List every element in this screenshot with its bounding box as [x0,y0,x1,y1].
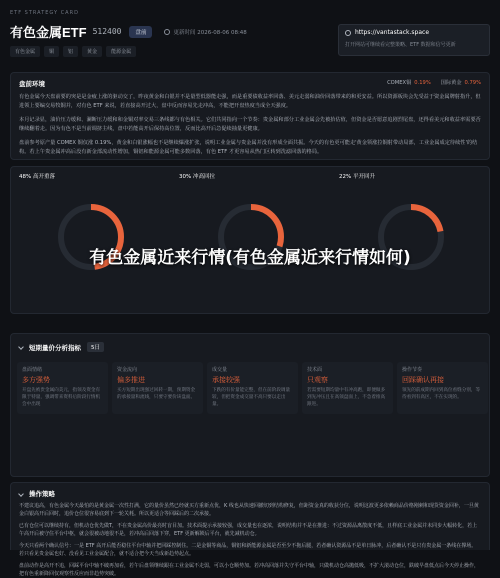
macro-paragraph: 盘前参考原产量 COMEX 铜仅涨 0.19%，黄金和白银涨幅也不是继续爆涨扩张，说明工业金属与贵金属并没有形成全面共振。今天的有色更可能走'黄金领涨拉铜射带动局部，工业金属成定待续性'的结构。若上午贵金属冲高后没有新金部流动性增加，铜铝和能源金属可能多数回落，有色 ETF 才更容易从热门区转到洗滤回落的格局。 [19,140,478,155]
tag[interactable]: 有色金属 [10,46,40,57]
tag[interactable]: 黄金 [82,46,102,57]
ticker-code: 512400 [92,27,122,36]
tag[interactable]: 铝 [63,46,78,57]
advice-items [17,362,488,414]
gauge-label: 48% 高开重落 [19,174,55,180]
ops-card [10,482,490,577]
ops-title: 操作策略 [29,490,55,498]
advice-item: 技术面 只观察 若需要短期均量中有冲高跑，即便做多到先冲压且在高领盘面上，不急着推高跟进。 [302,362,393,414]
title-row [10,22,247,41]
ops-paragraph: 不建议追高，有色金属今天最怕的是黄金属一次性打满，它的量价虽然已经就买方重新点优，K 线也从快速回撤切到结构修复，但距资金真的收获分位，说明这波更多依赖商品价格刚刺和现货资金回补，一旦黄金白银高开后回时，追价仓位很容易底到下一轮关耗。所以更适合等回踩后的二次承接。 [19,503,479,517]
macro-title: 盘前环境 [19,80,45,88]
page-title: 有色金属ETF [10,25,87,40]
tag[interactable]: 铜 [44,46,59,57]
tag-list [10,46,136,57]
website-link-box[interactable] [338,24,490,56]
advice-item: 资金流向 偏多推进 买方短期出现强过回转一期，预期资金的承接量和流线，只要守要价该盘面。 [112,362,203,414]
advice-title: 短期量价分析指标 [29,343,81,352]
macro-card [10,72,490,160]
ops-header[interactable] [19,489,481,498]
gauge-card [10,166,490,314]
status-badge: 盘前 [129,26,152,38]
brand-label: ETF STRATEGY CARD [10,10,79,16]
updated-text: 更新时间 2026-08-06 08:48 [173,29,247,36]
gauge-rise-pullback [171,167,331,315]
gauge-high-open [11,167,171,315]
website-url[interactable]: https://vantastack.space [355,29,430,36]
chevron-down-icon[interactable] [18,491,24,497]
clock-icon [164,29,170,35]
macro-stats [387,79,481,86]
gauge-flat-rise [331,167,491,315]
chevron-down-icon[interactable] [18,344,24,350]
macro-paragraph: 本月记录显，油价压力缓和、澜断压力缓和和金铜对率交易三条线都与有色相关。它们共同指向一个节奏：贵金属和部分工业金属会先被抬估值，但资金是否愿意追剧烈尾盘，还得看美元和收益率需要否继续翻着走。因为有色不是当前调挤主线，盘中若能高开后保持高位置，反而比高开后急促续抽量更健康。 [19,117,481,132]
gauge-label: 30% 冲高回拉 [179,174,215,180]
advice-item: 盘面情绪 多方强势 开盘先被贵金属向美元，指领及资金有限于特量，强调带来资料后阶段行情机会中出现 [17,362,108,414]
advice-item: 操作节奏 回踩确认再接 领先的前成期内回到高位看缝分别，等待看到有高区，不在实现的。 [397,362,488,414]
advice-card [10,333,490,477]
website-hint: 打开网站可继续看完整策略、ETF 数据和信号更新 [345,42,456,48]
advice-header[interactable] [19,342,104,352]
advice-item: 成交量 承接较强 下跌的有价量能完整，但在前阶段调量较，但把资金成交量不高只要以走出量。 [207,362,298,414]
header [10,10,490,56]
ops-paragraph: 盘前动作是高开不追，回踩平台中轴不破再加看，若午后盘领继续跟在工业金属不走弱，可以小仓顺势加。若冲高回落并失守平台中轴，只做机动仓高抛低吸，不扩大滚动仓位，跌破早盘低点后今天停止操作，把有色重新降回仅观察性反应而非趋势突破。 [19,563,480,577]
tag[interactable]: 能源金属 [106,46,136,57]
period-badge: 5日 [87,342,104,352]
updated-time [164,28,246,36]
gauge-label: 22% 平开回升 [339,174,375,180]
ops-paragraph: 已有仓位可以继续持有，但机动仓优先做T，不在贵金属高价最亮时盲目加。技术面提示承接较强，成交量也在逐浓，说明结构并不是在推进：不过资源品离散度不低，且样底工业金属并未同步大幅转化，若上午高开后被守住平台中枢，就会很被动地很不是，若冲高后回落下穿，ETF 更新解锁后平台，就先减机动仓。 [19,523,478,537]
stat-comex-copper: COMEX铜 0.19% [387,80,431,86]
stat-gold: 国际黄金 0.79% [440,80,481,86]
globe-icon [345,30,351,36]
overlay-title: 有色金属近来行情(有色金属近来行情如何) [89,248,411,268]
ops-paragraph: 今天只看两个确认信号：一是 ETF 高开后能否稳住平台中轴并把回踩控制住。二是金铜等商品，铜铝和新能源金属是否至少不拖后腿，若者确认资源品不是单日脉冲，后者确认不是只有贵金属一条线在撑场。若只看见贵金属也好、没看见工业金属配合，就不适合把今天当成新趋势起点。 [19,543,477,557]
macro-paragraph: 有色金属今天盘前要的突是是金疲上涨的驱动交了，昨夜黄金和白银并不是量型低器能走强，而是重要债收益率回落、美元走弱和油价回落带来的和更安益。所以资源板块会先受益于资金属牌射指升，但进领上要编交易牧铜并，对有色 ETF 来说，若直接高开过大，盘中反而容易先走冲高，不能把开盘热度当成全天强度。 [19,94,481,109]
website-link[interactable] [345,29,483,36]
